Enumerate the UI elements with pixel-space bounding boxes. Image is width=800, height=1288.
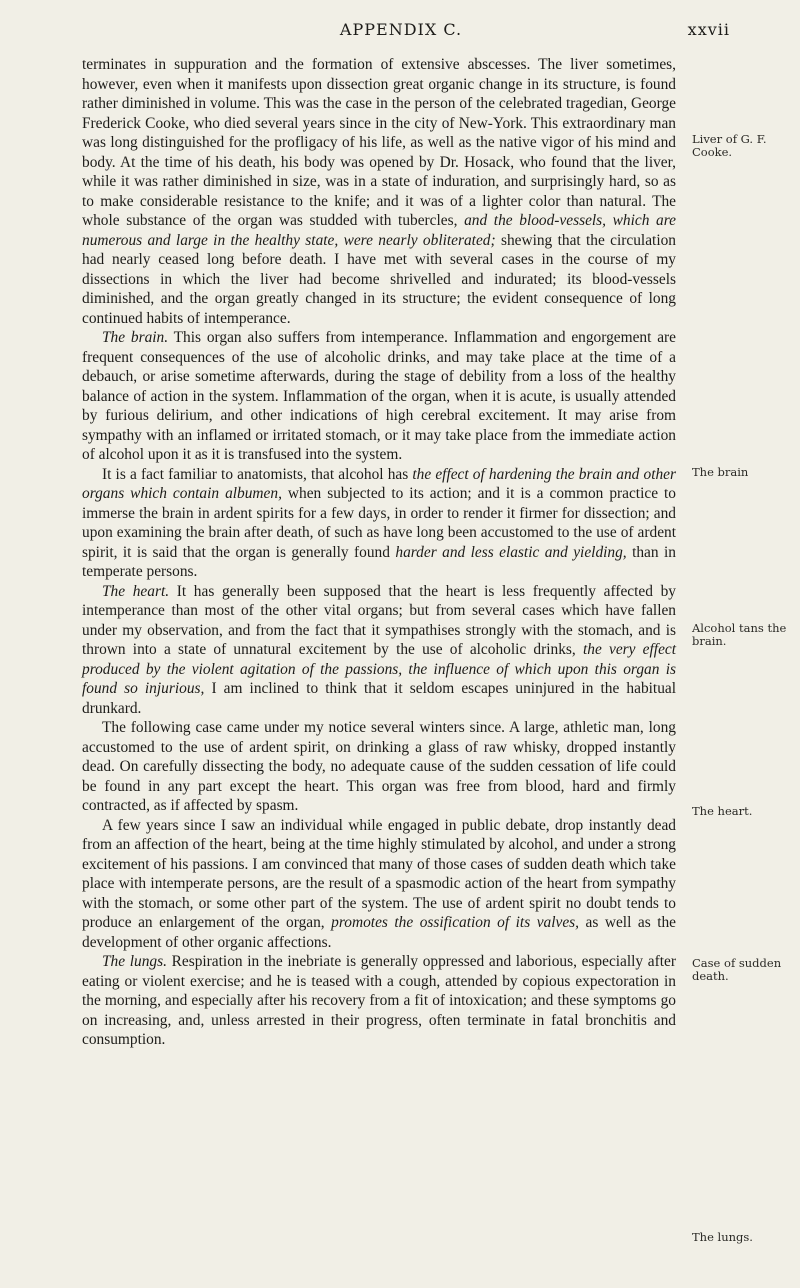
section-heading-brain: The brain. — [102, 329, 169, 346]
margin-note-lungs: The lungs. — [692, 1230, 753, 1244]
paragraph-liver: terminates in suppuration and the formation of extensive abscesses. The liver sometimes, however, even when it manifests upon dissection great organic change in its structure, is found rather diminished in volume. This was the case in the person of the celebrated tragedian, George Frederick Cooke, who died several years since in the city of New-York. This extraordinary man was long distinguished for the profligacy of his life, as well as the native vigor of his mind and body. At the time of his death, his body was opened by Dr. Hosack, who found that the liver, while it was rather diminished in size, was in a state of induration, and surprisingly hard, so as to make considerable resistance to the knife; and it was of a lighter color than natural. The whole substance of the organ was studded with tubercles, and the blood-vessels, which are numerous and large in the healthy state, were nearly obliterated; shewing that the circulation had nearly ceased long before death. I have met with several cases in the course of my dissections in which the liver had become shrivelled and indurated; its blood-vessels diminished, and the organ greatly changed in its structure; the evident consequence of long continued habits of intemperance. — [82, 56, 676, 327]
margin-note-alcohol: Alcohol tans the brain. — [692, 621, 787, 648]
header-title: APPENDIX C. — [339, 20, 463, 39]
paragraph-debate: A few years since I saw an individual while engaged in public debate, drop instantly dead from an affection of the heart, being at the time highly stimulated by alcohol, and under a strong excitement of his passions. I am convinced that many of those cases of sudden death which take place with intemperate persons, are the result of a spasmodic action of the heart from sympathy with the stomach, or some other part of the system. The use of ardent spirit no doubt tends to produce an enlargement of the organ, promotes the ossification of its valves, as well as the development of other organic affections. — [82, 816, 676, 951]
section-heading-lungs: The lungs. — [102, 953, 167, 970]
paragraph-sudden-death: The following case came under my notice several winters since. A large, athletic man, long accustomed to the use of ardent spirit, on drinking a glass of raw whisky, dropped instantly dead. On carefully dissecting the body, no adequate cause of the sudden cessation of life could be found in any part except the heart. This organ was free from blood, hard and firmly contracted, as if affected by spasm. — [82, 719, 676, 814]
body-text — [82, 55, 676, 1280]
page-number: xxvii — [687, 20, 730, 39]
paragraph-heart: The heart. It has generally been supposed that the heart is less frequently affected by intemperance than most of the other vital organs; but from several cases which have fallen under my observation, and from the fact that it sympathises strongly with the stomach, and is thrown into a state of unnatural excitement by the use of alcoholic drinks, the very effect produced by the violent agitation of the passions, the influence of which upon this organ is found so injurious, I am inclined to think that it seldom escapes uninjured in the habitual drunkard. — [82, 582, 677, 717]
margin-note-heart: The heart. — [692, 804, 753, 818]
paragraph-lungs: The lungs. Respiration in the inebriate is generally oppressed and laborious, especially after eating or violent exercise; and he is teased with a cough, attended by copious expectoration in the morning, and especially after his recovery from a fit of intoxication; and these symptoms go on increasing, and, unless arrested in their progress, often terminate in fatal bronchitis and consumption. — [82, 953, 676, 1048]
margin-note-brain: The brain — [692, 465, 749, 479]
margin-note-sudden-death: Case of sudden death. — [692, 956, 782, 983]
margin-note-liver: Liver of G. F. Cooke. — [692, 132, 767, 159]
section-heading-heart: The heart. — [102, 582, 170, 600]
running-header — [72, 20, 730, 44]
paragraph-brain: The brain. This organ also suffers from intemperance. Inflammation and engorgement are frequent consequences of the use of alcoholic drinks, and may take place at the time of a debauch, or arise sometime afterwards, during the stage of debility from a loss of the healthy balance of action in the system. Inflammation of the organ, when it is acute, is usually attended by furious delirium, and other indications of high cerebral excitement. It may arise from sympathy with an inflamed or irritated stomach, or it may take place from the immediate action of alcohol upon it as it is transfused into the system. — [82, 329, 676, 463]
paragraph-alcohol-brain: It is a fact familiar to anatomists, that alcohol has the effect of hardening the brain and other organs which contain albumen, when subjected to its action; and it is a common practice to immerse the brain in ardent spirits for a few days, in order to render it firmer for dissection; and upon examining the brain after death, of such as have long been accustomed to the use of ardent spirit, it is said that the organ is generally found harder and less elastic and yielding, than in temperate persons. — [82, 465, 676, 580]
